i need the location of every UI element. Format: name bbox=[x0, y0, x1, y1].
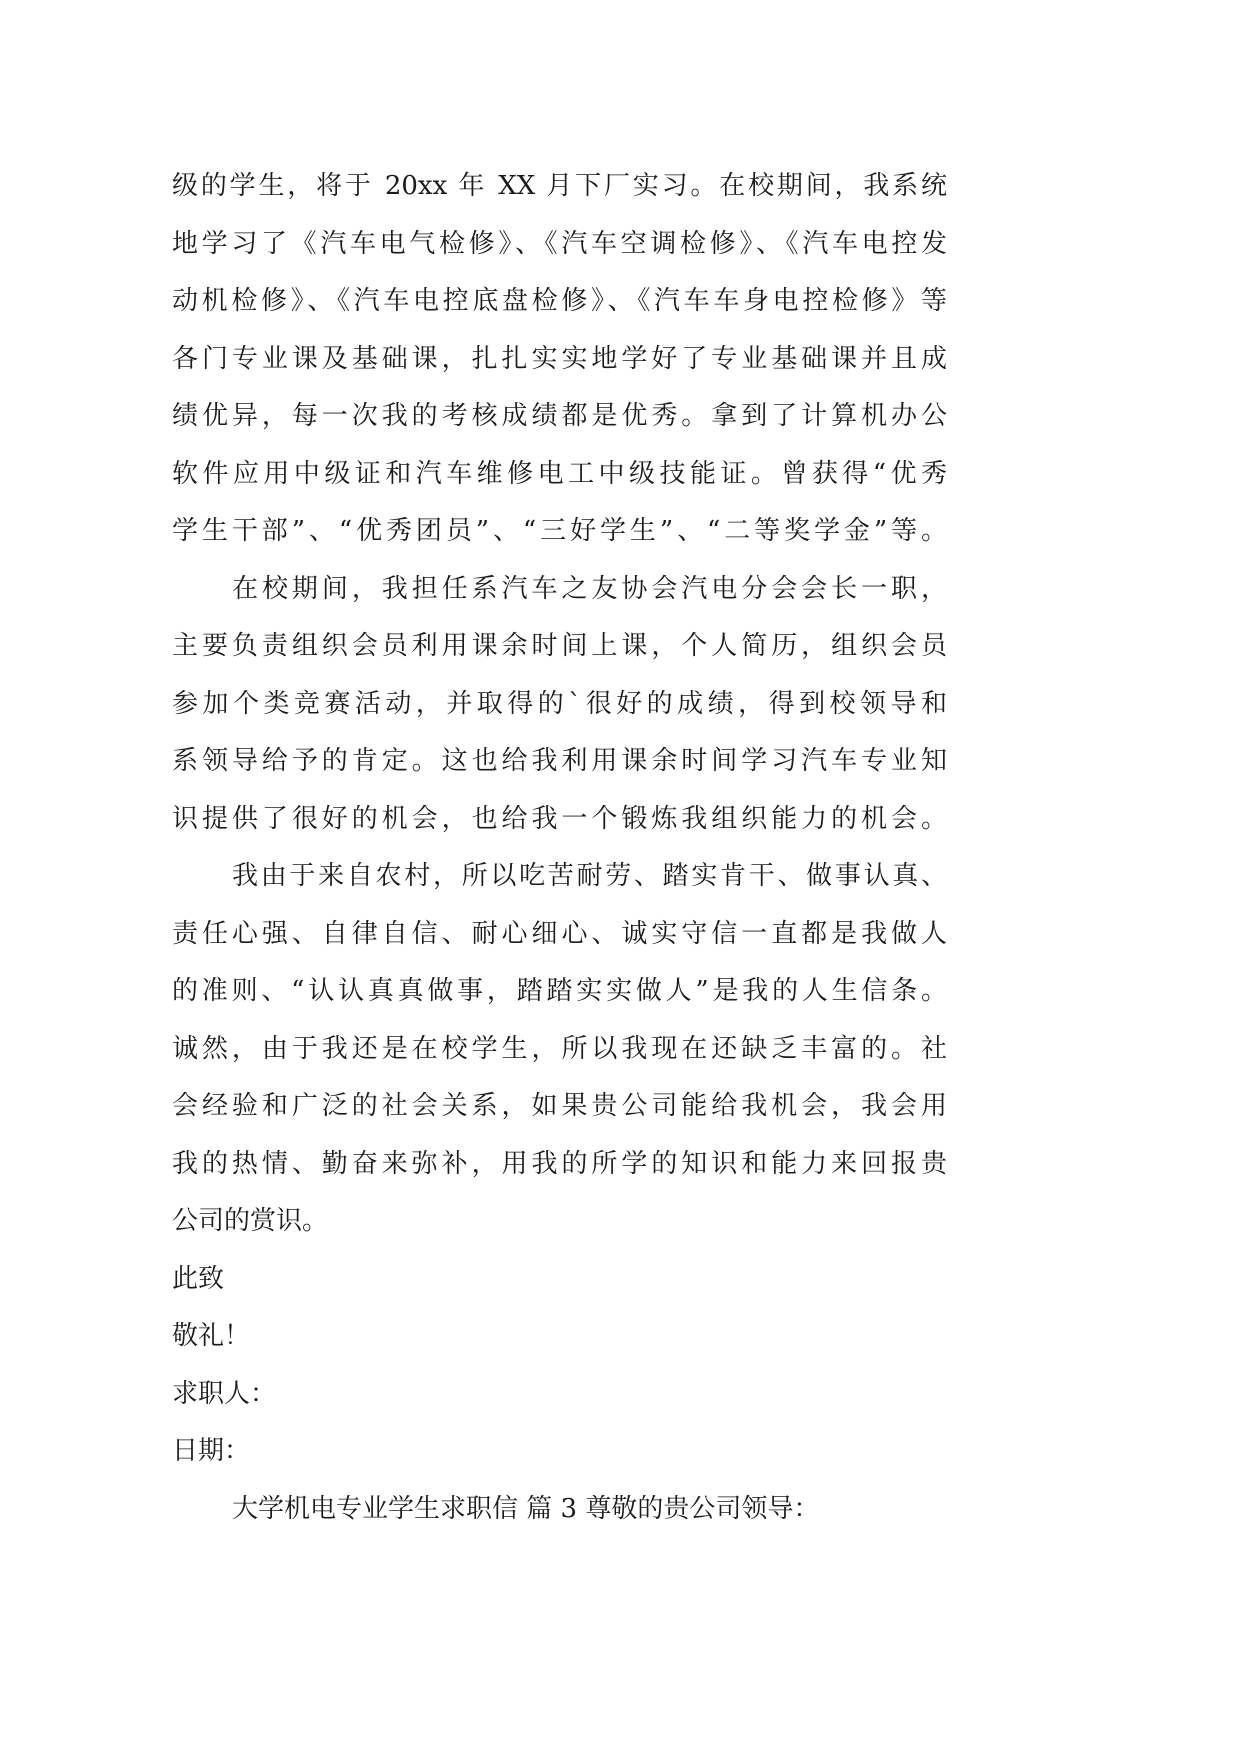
text-line: 的准则、“认认真真做事，踏踏实实做人”是我的人生信条。 bbox=[172, 976, 947, 1006]
closing-salutation: 此致 bbox=[172, 1263, 225, 1294]
paragraph-character bbox=[172, 848, 947, 1251]
letter-body bbox=[172, 158, 947, 1538]
text-line: 软件应用中级证和汽车维修电工中级技能证。曾获得“优秀 bbox=[172, 458, 947, 489]
text-line: 参加个类竞赛活动，并取得的`很好的成绩，得到校领导和 bbox=[172, 688, 947, 719]
text-line: 动机检修》、《汽车电控底盘检修》、《汽车车身电控检修》等 bbox=[172, 286, 947, 316]
text-line: 绩优异，每一次我的考核成绩都是优秀。拿到了计算机办公 bbox=[172, 401, 947, 431]
text-line: 诚然，由于我还是在校学生，所以我现在还缺乏丰富的。社 bbox=[172, 1033, 947, 1064]
next-section-heading: 大学机电专业学生求职信 篇 3 尊敬的贵公司领导： bbox=[232, 1493, 820, 1524]
date-label: 日期： bbox=[172, 1436, 251, 1466]
text-line: 责任心强、自律自信、耐心细心、诚实守信一直都是我做人 bbox=[172, 918, 947, 949]
text-line: 主要负责组织会员利用课余时间上课，个人简历，组织会员 bbox=[172, 631, 947, 661]
text-line: 在校期间，我担任系汽车之友协会汽电分会会长一职， bbox=[232, 573, 947, 604]
text-line: 会经验和广泛的社会关系，如果贵公司能给我机会，我会用 bbox=[172, 1091, 947, 1121]
text-line: 系领导给予的肯定。这也给我利用课余时间学习汽车专业知 bbox=[172, 746, 947, 776]
paragraph-activities bbox=[172, 561, 947, 849]
text-line: 我的热情、勤奋来弥补，用我的所学的知识和能力来回报贵 bbox=[172, 1148, 947, 1179]
text-line: 公司的赏识。 bbox=[172, 1206, 329, 1236]
closing-regards: 敬礼！ bbox=[172, 1321, 251, 1351]
text-line: 级的学生，将于 20xx 年 XX 月下厂实习。在校期间，我系统 bbox=[172, 171, 947, 201]
text-line: 地学习了《汽车电气检修》、《汽车空调检修》、《汽车电控发 bbox=[172, 228, 947, 259]
text-line: 各门专业课及基础课，扎扎实实地学好了专业基础课并且成 bbox=[172, 343, 947, 374]
letter-closing bbox=[172, 1251, 947, 1481]
applicant-label: 求职人： bbox=[172, 1378, 277, 1409]
paragraph-education bbox=[172, 158, 947, 561]
text-line: 我由于来自农村，所以吃苦耐劳、踏实肯干、做事认真、 bbox=[232, 861, 947, 891]
text-line: 识提供了很好的机会，也给我一个锻炼我组织能力的机会。 bbox=[172, 803, 947, 834]
text-line: 学生干部”、“优秀团员”、“三好学生”、“二等奖学金”等。 bbox=[172, 516, 947, 546]
